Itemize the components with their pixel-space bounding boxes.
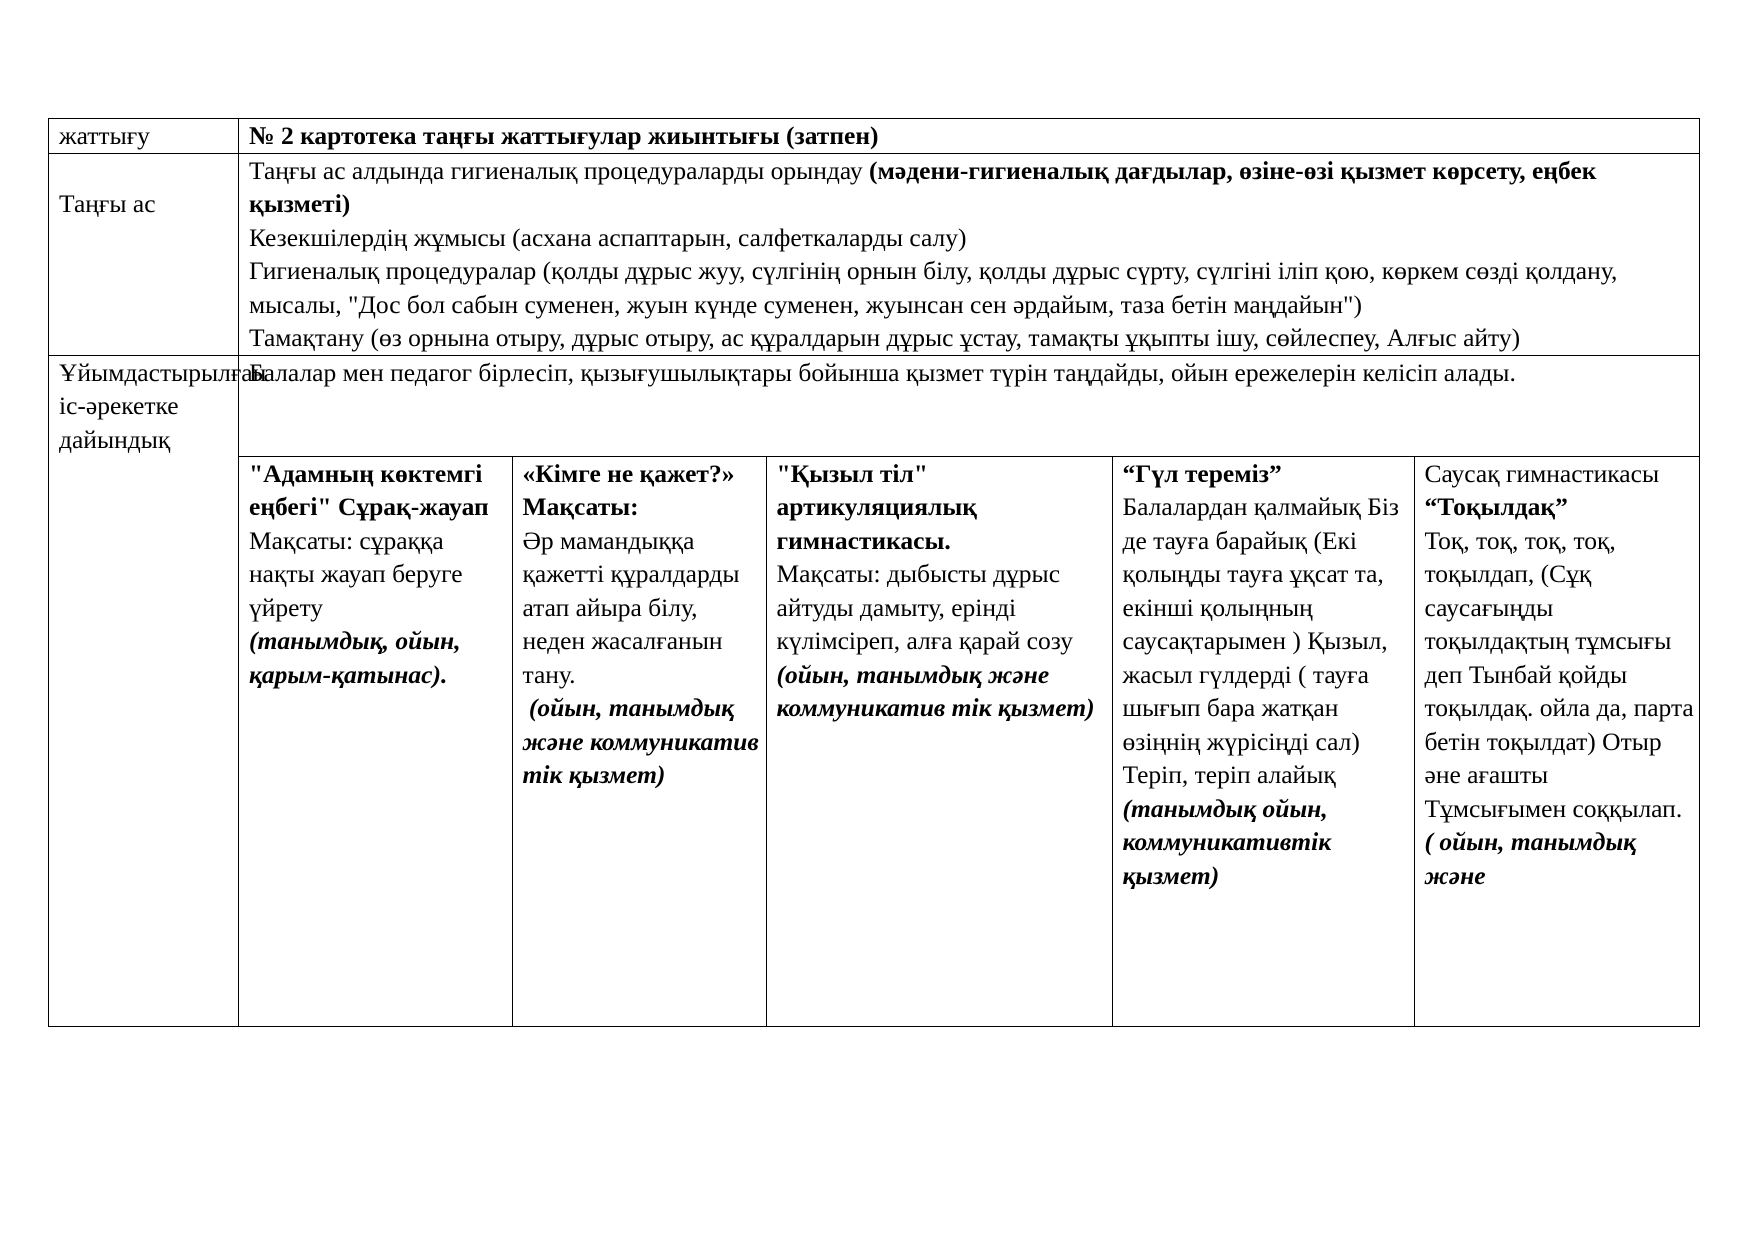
- activity-title: "Қызыл тіл" артикуляциялық гимнастикасы.: [776, 458, 977, 555]
- row-label: Таңғы ас: [49, 153, 239, 355]
- activity-row: [239, 457, 1700, 1026]
- activity-note: (ойын, танымдық және коммуникатив тік қызмет): [522, 693, 766, 789]
- activity-text: Әр мамандыққа қажетті құралдарды атап айыра білу, неден жасалғанын тану.: [522, 525, 740, 689]
- activity-title: “Гүл тереміз”: [1122, 458, 1282, 488]
- activity-column-5: [1414, 457, 1700, 1026]
- table-row: [49, 153, 1700, 355]
- activity-title-bold: “Тоқылдақ”: [1424, 492, 1568, 521]
- activity-text: Мақсаты: сұраққа нақты жауап беруге үйрету: [249, 525, 463, 622]
- paragraph-text: Таңғы ас алдында гигиеналық процедураларды орындау: [249, 155, 870, 185]
- row-content: № 2 картотека таңғы жаттығулар жиынтығы (затпен): [239, 119, 1700, 154]
- paragraph: [249, 154, 1693, 221]
- activity-text: Тоқ, тоқ, тоқ, тоқ, тоқылдап, (Сұқ саусағыңды тоқылдақтың тұмсығы деп Тынбай қойды тоқылдақ. ойла да, парта бетін тоқылдат) Отыр әне ағашты Тұмсығымен соққылап.: [1424, 525, 1694, 823]
- table-row: [49, 355, 1700, 1026]
- table-row: [49, 119, 1700, 154]
- paragraph: Тамақтану (өз орнына отыру, дұрыс отыру, ас құралдарын дұрыс ұстау, тамақты ұқыпты ішу, сөйлеспеу, Алғыс айту): [249, 323, 1521, 352]
- paragraph-bold-text: (мәдени-гигиеналық дағдылар, өзіне-өзі қызмет көрсету, еңбек қызметі): [249, 155, 1597, 218]
- activity-title: Саусақ гимнастикасы: [1424, 458, 1660, 488]
- activity-note: ( ойын, танымдық және: [1424, 827, 1637, 890]
- paragraph: Кезекшілердің жұмысы (асхана аспаптарын, салфеткаларды салу): [249, 222, 967, 252]
- row-label: жаттығу: [49, 119, 239, 154]
- row-label: Ұйымдастырылған іс-әрекетке дайындық: [49, 355, 239, 1026]
- schedule-table: [48, 118, 1700, 1027]
- activity-columns: [239, 457, 1700, 1026]
- activity-content: [239, 355, 1700, 1026]
- paragraph: Гигиеналық процедуралар (қолды дұрыс жуу, сүлгінің орнын білу, қолды дұрыс сүрту, сүлгіні іліп қою, көркем сөзді қолдану, мысалы, "Дос бол сабын суменен, жуын күнде суменен, жуынсан сен әрдайым, таза бетін маңдайын"): [249, 256, 1618, 319]
- intro-text: Балалар мен педагог бірлесіп, қызығушылықтары бойынша қызмет түрін таңдайды, ойын ережелерін келісіп алады.: [239, 356, 1699, 457]
- activity-text: Балалардан қалмайық Біз де тауға барайық (Екі қолыңды тауға ұқсат та, екінші қолыңның саусақтарымен ) Қызыл, жасыл гүлдерді ( тауға шығып бара жатқан өзіңнің жүрісіңді сал) Теріп, теріп алайық: [1122, 492, 1400, 789]
- activity-title: "Адамның көктемгі еңбегі" Сұрақ-жауап: [249, 458, 489, 521]
- activity-note: (ойын, танымдық және коммуникатив тік қызмет): [776, 659, 1095, 722]
- activity-text: Мақсаты: дыбысты дұрыс айтуды дамыту, ерінді күлімсіреп, алға қарай созу: [776, 559, 1074, 655]
- breakfast-content: [239, 153, 1700, 355]
- activity-title: «Кімге не қажет?» Мақсаты:: [522, 458, 735, 521]
- activity-column-3: [766, 457, 1112, 1026]
- activity-column-4: [1112, 457, 1414, 1026]
- activity-note: (танымдық ойын, коммуникативтік қызмет): [1122, 793, 1332, 890]
- activity-column-1: [239, 457, 512, 1026]
- activity-column-2: [512, 457, 766, 1026]
- activity-note: (танымдық, ойын, қарым-қатынас).: [249, 626, 461, 689]
